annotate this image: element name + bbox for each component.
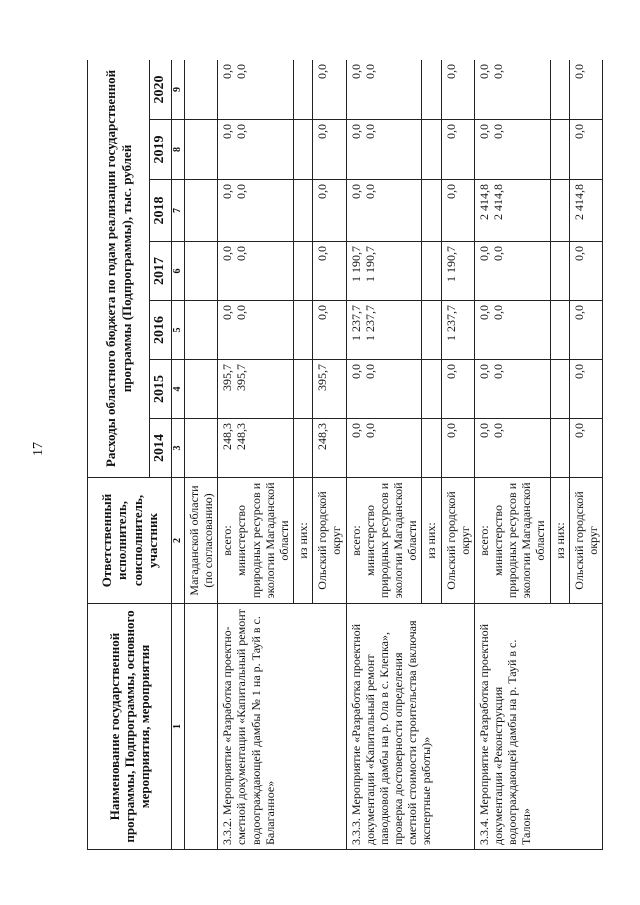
value: 0,0 xyxy=(569,60,602,120)
year-2016: 2016 xyxy=(150,301,172,360)
value: 0,0 xyxy=(441,120,474,180)
value: 0,0 xyxy=(220,246,235,261)
value: 1 237,7 xyxy=(441,301,474,360)
value: 0,0 xyxy=(348,184,363,199)
page-number: 17 xyxy=(31,442,46,456)
value: 0,0 xyxy=(441,419,474,478)
value: 0,0 xyxy=(569,301,602,360)
okrug-label: Ольский городской округ xyxy=(441,478,474,604)
col-number: 5 xyxy=(172,301,185,360)
value: 0,0 xyxy=(348,124,363,139)
col-number: 7 xyxy=(172,180,185,242)
value: 0,0 xyxy=(476,305,491,320)
col-number: 3 xyxy=(172,419,185,478)
value: 0,0 xyxy=(441,360,474,419)
okrug-label: Ольский городской округ xyxy=(313,478,346,604)
value: 395,7 xyxy=(220,364,235,391)
table-row xyxy=(474,60,550,850)
value: 0,0 xyxy=(220,184,235,199)
ministry-label: министерство природных ресурсов и экологии Магаданской области xyxy=(362,482,420,599)
value: 0,0 xyxy=(490,63,505,79)
value: 0,0 xyxy=(234,305,249,320)
value: 0,0 xyxy=(476,63,491,79)
value: 0,0 xyxy=(362,364,377,379)
rotated-table-frame xyxy=(87,60,629,850)
value: 0,0 xyxy=(441,180,474,242)
ministry-label: министерство природных ресурсов и экологии Магаданской области xyxy=(234,482,291,599)
value: 0,0 xyxy=(348,63,363,79)
value: 0,0 xyxy=(362,184,377,199)
value: 0,0 xyxy=(569,242,602,301)
year-2019: 2019 xyxy=(150,120,172,180)
value: 0,0 xyxy=(569,419,602,478)
value: 0,0 xyxy=(313,60,346,120)
header-name: Наименование государственной программы, Подпрограммы, основного мероприятия, мероприятия xyxy=(88,604,172,850)
year-2018: 2018 xyxy=(150,180,172,242)
value: 0,0 xyxy=(569,120,602,180)
value: 248,3 xyxy=(313,419,346,478)
value: 2 414,8 xyxy=(476,184,491,220)
total-label: всего: xyxy=(220,525,235,556)
total-label: всего: xyxy=(348,525,363,556)
value: 0,0 xyxy=(476,246,491,261)
col-number: 6 xyxy=(172,242,185,301)
value: 395,7 xyxy=(234,364,249,391)
value: 0,0 xyxy=(362,423,377,438)
value: 0,0 xyxy=(490,305,505,320)
value: 0,0 xyxy=(234,124,249,139)
value: 0,0 xyxy=(490,246,505,261)
value: 2 414,8 xyxy=(569,180,602,242)
value: 0,0 xyxy=(362,63,377,79)
header-executor: Ответственный исполнитель, соисполнитель, участник xyxy=(88,478,172,604)
col-number: 8 xyxy=(172,120,185,180)
table-row xyxy=(346,60,422,850)
activity-name: 3.3.3. Мероприятие «Разработка проектной документации «Капитальный ремонт паводковой дамбы на р. Ола в с. Клепка», проверка достоверности определения сметной стоимости строительства (включая экспертные работы)» xyxy=(346,604,474,850)
value: 395,7 xyxy=(313,360,346,419)
table-row xyxy=(185,60,218,850)
col-number: 4 xyxy=(172,360,185,419)
value: 0,0 xyxy=(234,63,249,79)
header-budget: Расходы областного бюджета по годам реализации государственной программы (Подпрограммы), тыс. рублей xyxy=(88,60,150,478)
col-number: 1 xyxy=(172,604,185,850)
year-2014: 2014 xyxy=(150,419,172,478)
year-2020: 2020 xyxy=(150,60,172,120)
value: 0,0 xyxy=(313,120,346,180)
value: 248,3 xyxy=(220,423,235,450)
total-label: всего: xyxy=(476,525,491,556)
value: 2 414,8 xyxy=(490,184,505,220)
value: 1 237,7 xyxy=(362,305,377,341)
col-number: 2 xyxy=(172,478,185,604)
ministry-label: министерство природных ресурсов и экологии Магаданской области xyxy=(490,482,548,599)
value: 1 237,7 xyxy=(348,305,363,341)
value: 0,0 xyxy=(476,423,491,438)
value: 1 190,7 xyxy=(362,246,377,282)
value: 0,0 xyxy=(441,60,474,120)
value: 0,0 xyxy=(490,423,505,438)
activity-name: 3.3.2. Мероприятие «Разработка проектно-сметной документации «Капитальный ремонт водоограждающей дамбы № 1 на р. Тауй в с. Балаганное» xyxy=(218,604,346,850)
document-page xyxy=(87,60,629,850)
value: 0,0 xyxy=(348,423,363,438)
value: 0,0 xyxy=(362,124,377,139)
value: 0,0 xyxy=(220,305,235,320)
value: 0,0 xyxy=(490,124,505,139)
value: 1 190,7 xyxy=(348,246,363,282)
budget-table xyxy=(87,60,603,850)
subtotal-label: из них: xyxy=(550,478,569,604)
subtotal-label: из них: xyxy=(294,478,313,604)
executor-cell: Магаданской области (по согласованию) xyxy=(185,478,218,604)
value: 0,0 xyxy=(313,180,346,242)
value: 0,0 xyxy=(234,184,249,199)
year-2017: 2017 xyxy=(150,242,172,301)
table-row xyxy=(218,60,294,850)
value: 248,3 xyxy=(234,423,249,450)
subtotal-label: из них: xyxy=(422,478,441,604)
value: 0,0 xyxy=(220,63,235,79)
value: 0,0 xyxy=(490,364,505,379)
activity-name: 3.3.4. Мероприятие «Разработка проектной документации «Реконструкция водоограждающей дамбы на р. Тауй в с. Талон» xyxy=(474,604,602,850)
value: 0,0 xyxy=(348,364,363,379)
year-2015: 2015 xyxy=(150,360,172,419)
value: 0,0 xyxy=(313,301,346,360)
value: 0,0 xyxy=(476,364,491,379)
value: 0,0 xyxy=(569,360,602,419)
value: 0,0 xyxy=(234,246,249,261)
col-number: 9 xyxy=(172,60,185,120)
value: 1 190,7 xyxy=(441,242,474,301)
value: 0,0 xyxy=(476,124,491,139)
okrug-label: Ольский городской округ xyxy=(569,478,602,604)
value: 0,0 xyxy=(220,124,235,139)
value: 0,0 xyxy=(313,242,346,301)
